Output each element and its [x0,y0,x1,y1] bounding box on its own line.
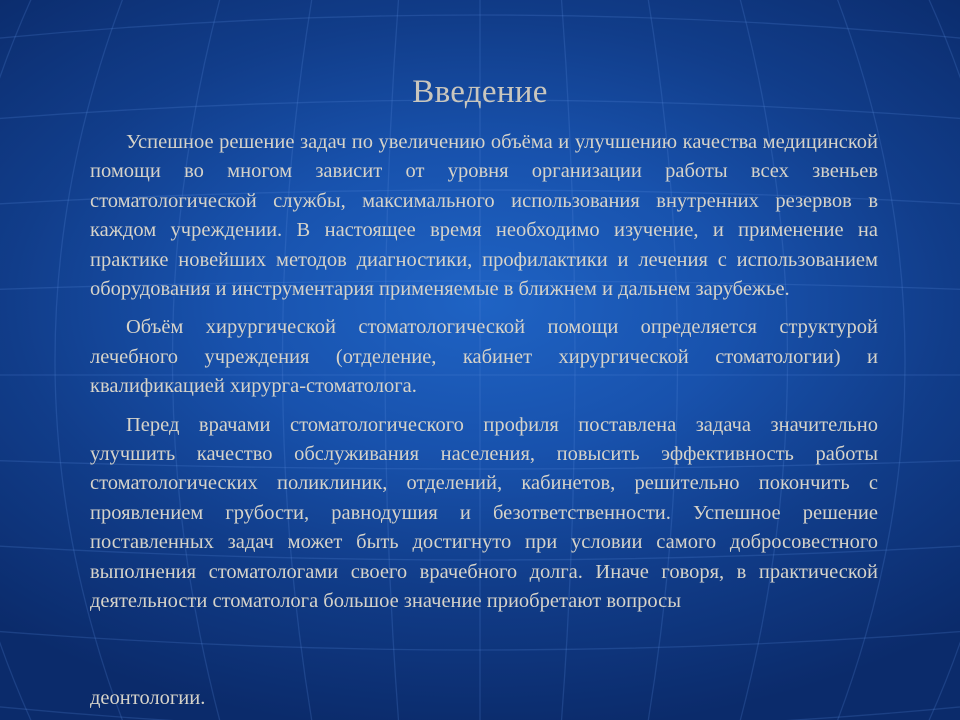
paragraph-3: Перед врачами стоматологического профиля поставлена задача значительно улучшить качество обслуживания населения, повысить эффективность работы стоматологических поликлиник, отделений, кабинетов, решительно покончить с проявлением грубости, равнодушия и безответственности. Успешное решение поставленных задач может быть достигнуто при условии самого добросовестного выполнения стоматологами своего врачебного долга. Иначе говоря, в практической деятельности стоматолога большое значение приобретают вопросы [90,413,878,613]
paragraph-3-last-line: деонтологии. [90,687,206,709]
slide-title: Введение [412,74,548,110]
paragraph-2: Объём хирургической стоматологической помощи определяется структурой лечебного учреждения (отделение, кабинет хирургической стоматологии) и квалификацией хирурга-стоматолога. [90,316,878,398]
paragraph-1: Успешное решение задач по увеличению объёма и улучшению качества медицинской помощи во многом зависит от уровня организации работы всех звеньев стоматологической службы, максимального использования внутренних резервов в каждом учреждении. В настоящее время необходимо изучение, и применение на практике новейших методов диагностики, профилактики и лечения с использованием оборудования и инструментария применяемые в ближнем и дальнем зарубежье. [90,131,878,301]
slide-body [90,128,878,617]
